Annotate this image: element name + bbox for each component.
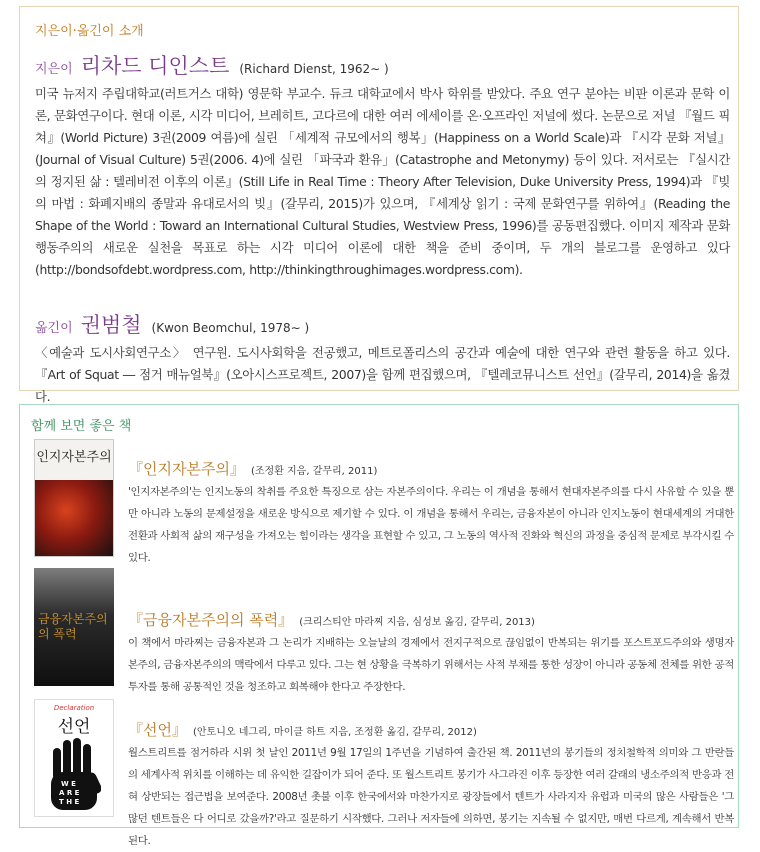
translator-block [35, 309, 730, 408]
book-title[interactable]: 『인지자본주의』 [128, 460, 245, 478]
svg-text:T H E: T H E [59, 798, 80, 806]
section-title: 함께 보면 좋은 책 [31, 419, 132, 434]
book-cover-image[interactable] [34, 568, 114, 686]
book-description: '인지자본주의'는 인지노동의 착취를 주요한 특징으로 삼는 자본주의이다. 우리는 이 개념을 통해서 현대자본주의를 다시 사유할 수 있을 뿐만 아니라 노동의 문제설정을 새로운 방식으로 제기할 수 있다. 이 개념을 통해서 우리는, 금융자본이 아니라 인지노동이 현대세계의 거대한 전환과 사회적 삶의 재구성을 가져오는 힘이라는 생각을 표현할 수 있고, 그 노동의 역사적 진화와 혁신의 과정을 중심적 문제로 부각시킬 수 있다. [128, 486, 734, 564]
section-title: 지은이·옮긴이 소개 [35, 24, 144, 39]
book-title[interactable]: 『금융자본주의의 폭력』 [128, 611, 294, 629]
cover-artwork [35, 480, 113, 556]
author-bio: 미국 뉴저지 주립대학교(러트거스 대학) 영문학 부교수. 듀크 대학교에서 박사 학위를 받았다. 주요 연구 분야는 비판 이론과 문학 이론, 문화연구이다. 현대 이론, 시각 미디어, 브레히트, 고다르에 대한 여러 에세이를 온·오프라인 저널에 썼다. 논문으로 저널 『월드 픽쳐』(World Picture) 3권(2009 여름)에 실린 「세계적 규모에서의 행복」(Happiness on a World Scale)과 『시각 문화 저널』(Journal of Visual Culture) 5권(2006. 4)에 실린 「파국과 환유」(Catastrophe and Metonymy) 등이 있다. 저서로는 『실시간의 정지된 삶 : 텔레비전 이후의 이론』(Still Life in Real Time : Theory After Television, Duke University Press, 1994)과 『빚의 마법 : 화폐지배의 종말과 유대로서의 빚』(갈무리, 2015)가 있으며, 『세계상 읽기 : 국제 문화연구를 위하여』(Reading the Shape of the World : Toward an International Cultural Studies, Westview Press, 1996)를 공동편집했다. 이미지 제작과 문화 행동주의의 새로운 실천을 목표로 하는 시각 미디어 이론에 대한 책을 준비 중이며, 두 개의 블로그를 운영하고 있다(http://bondsofdebt.wordpress.com, http://thinkingthroughimages.wordpress.com). [35, 86, 730, 277]
svg-text:W E: W E [61, 780, 76, 788]
author-role: 지은이 [35, 62, 73, 77]
hand-print-icon [49, 738, 101, 814]
book-description: 이 책에서 마라찌는 금융자본과 그 논리가 지배하는 오늘날의 경제에서 전지구적으로 끊임없이 반복되는 위기를 포스트포드주의와 생명자본주의, 금융자본주의의 맥락에서 다루고 있다. 그는 현 상황을 극복하기 위해서는 사적 부채를 통한 성장이 아니라 공동체 전체를 위한 공적 투자를 통해 공통적인 것을 청조하고 회복해야 한다고 주장한다. [128, 637, 734, 693]
translator-original-name: (Kwon Beomchul, 1978∼ ) [151, 321, 310, 335]
book-description: 월스트리트를 점거하라 시위 첫 날인 2011년 9월 17일의 1주년을 기념하여 출간된 책. 2011년의 봉기들의 정치철학적 의미와 그 반란들의 세계사적 위치를 이해하는 데 유익한 길잡이가 되어 준다. 또 월스트리트 봉기가 사그라진 이후 등장한 여러 갈래의 냉소주의적 반응과 전혀 상반되는 접근법을 보여준다. 2008년 촛불 이후 한국에서와 마찬가지로 광장들에서 텐트가 사라지자 유럽과 미국의 많은 사람들은 '그 많던 텐트들은 다 어디로 갔을까?'라고 질문하기 시작했다. 그러나 저자들에 의하면, 봉기는 지속될 수 없지만, 매번 다르게, 계속해서 반복된다. [128, 747, 734, 847]
book-cover-image[interactable] [34, 699, 114, 817]
author-original-name: (Richard Dienst, 1962∼ ) [239, 62, 389, 76]
translator-role: 옮긴이 [35, 321, 73, 336]
recommended-books-section [19, 404, 739, 847]
cover-title: 인지자본주의 [36, 450, 112, 465]
svg-text:A R E: A R E [59, 789, 80, 797]
author-block [35, 50, 730, 281]
book-title[interactable]: 『선언』 [128, 721, 187, 739]
cover-title: 금융자본주의의 폭력 [38, 612, 108, 641]
translator-name: 권범철 [80, 313, 142, 337]
book-meta: (안토니오 네그리, 마이클 하트 지음, 조정환 옮김, 갈무리, 2012) [192, 727, 477, 738]
cover-title: 선언 [57, 717, 91, 737]
author-name: 리차드 디인스트 [80, 54, 230, 78]
cover-subtitle: Declaration [53, 704, 95, 712]
book-meta: (크리스티안 마라찌 지음, 심성보 옮김, 갈무리, 2013) [299, 617, 535, 628]
book-cover-image[interactable] [34, 439, 114, 557]
translator-bio: 〈예술과 도시사회연구소〉 연구원. 도시사회학을 전공했고, 메트로폴리스의 공간과 예술에 대한 연구와 관련 활동을 하고 있다. 『Art of Squat ― 점거 매뉴얼북』(오아시스프로젝트, 2007)을 함께 편집했으며, 『텔레코뮤니스트 선언』(갈무리, 2014)을 옮겼다. [35, 345, 730, 404]
book-meta: (조정환 지음, 갈무리, 2011) [250, 466, 378, 477]
author-translator-section [19, 6, 739, 404]
